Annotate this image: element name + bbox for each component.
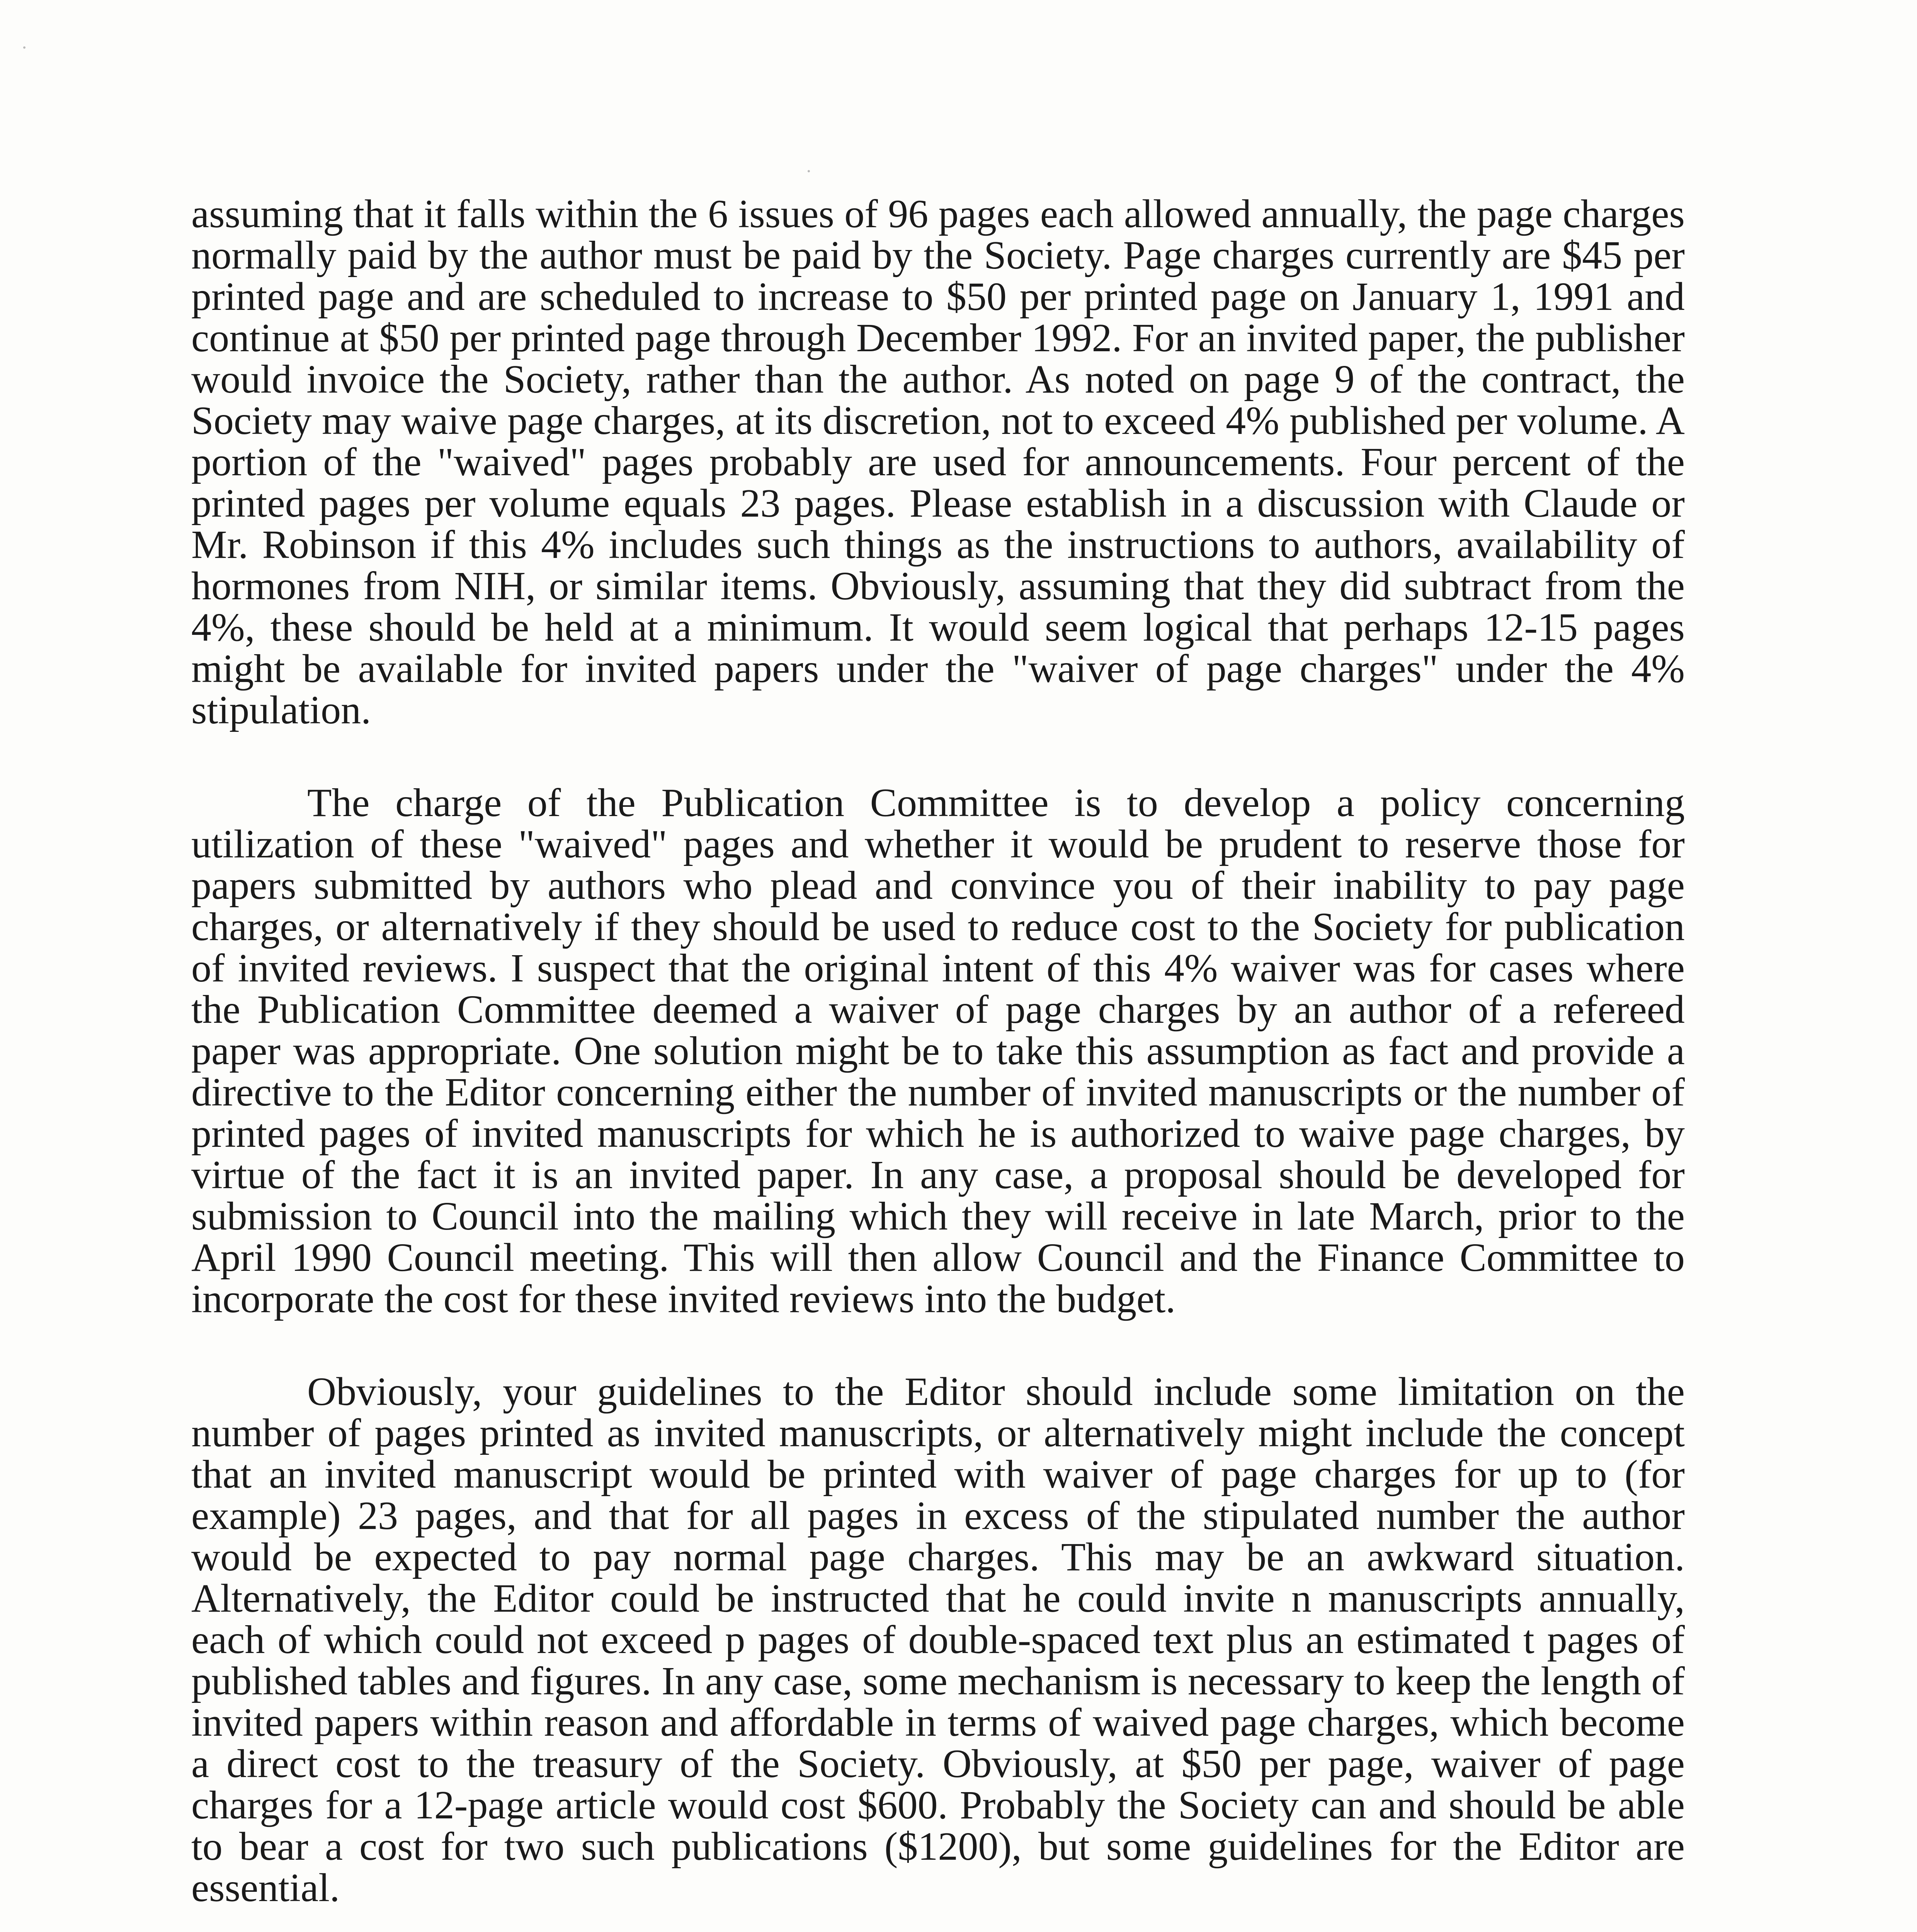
paragraph-page-charges: assuming that it falls within the 6 issues of 96 pages each allowed annually, the page charges normally paid by the author must be paid by the Society. Page charges currently are $45 per printed page and are scheduled to increase to $50 per printed page on January 1, 1991 and continue at $50 per printed page through December 1992. For an invited paper, the publisher would invoice the Society, rather than the author. As noted on page 9 of the contract, the Society may waive page charges, at its discretion, not to exceed 4% published per volume. A portion of the "waived" pages probably are used for announcements. Four percent of the printed pages per volume equals 23 pages. Please establish in a discussion with Claude or Mr. Robinson if this 4% includes such things as the instructions to authors, availability of hormones from NIH, or similar items. Obviously, assuming that they did subtract from the 4%, these should be held at a minimum. It would seem logical that perhaps 12-15 pages might be available for invited papers under the "waiver of page charges" under the 4% stipulation. xyxy=(191,192,1685,732)
paragraph-editor-guidelines: Obviously, your guidelines to the Editor should include some limitation on the number of pages printed as invited manuscripts, or alternatively might include the concept that an invited manuscript would be printed with waiver of page charges for up to (for example) 23 pages, and that for all pages in excess of the stipulated number the author would be expected to pay normal page charges. This may be an awkward situation. Alternatively, the Editor could be instructed that he could invite n manuscripts annually, each of which could not exceed p pages of double-spaced text plus an estimated t pages of published tables and figures. In any case, some mechanism is necessary to keep the length of invited papers within reason and affordable in terms of waived page charges, which become a direct cost to the treasury of the Society. Obviously, at $50 per page, waiver of page charges for a 12-page article would cost $600. Probably the Society can and should be able to bear a cost for two such publications ($1200), but some guidelines for the Editor are essential. xyxy=(191,1369,1685,1910)
scan-speck xyxy=(808,170,810,172)
paragraph-committee-charge: The charge of the Publication Committee is to develop a policy concerning utilization of these "waived" pages and whether it would be prudent to reserve those for papers submitted by authors who plead and convince you of their inability to pay page charges, or alternatively if they should be used to reduce cost to the Society for publication of invited reviews. I suspect that the original intent of this 4% waiver was for cases where the Publication Committee deemed a waiver of page charges by an author of a refereed paper was appropriate. One solution might be to take this assumption as fact and provide a directive to the Editor concerning either the number of invited manuscripts or the number of printed pages of invited manuscripts for which he is authorized to waive page charges, by virtue of the fact it is an invited paper. In any case, a proposal should be developed for submission to Council into the mailing which they will receive in late March, prior to the April 1990 Council meeting. This will then allow Council and the Finance Committee to incorporate the cost for these invited reviews into the budget. xyxy=(191,781,1685,1321)
letter-body xyxy=(191,193,1685,1908)
scan-speck xyxy=(23,46,26,49)
